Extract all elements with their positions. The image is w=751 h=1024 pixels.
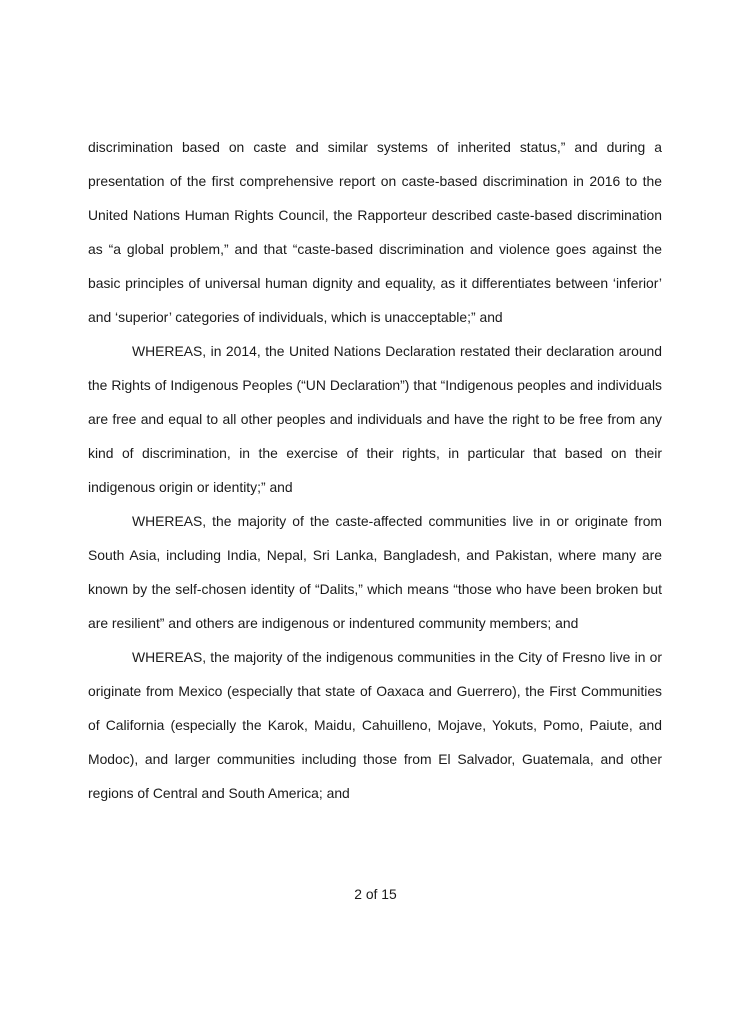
paragraph-caste-discrimination-report: discrimination based on caste and similar systems of inherited status,” and during a presentation of the first comprehensive report on caste-based discrimination in 2016 to the United Nations Human Rights Council, the Rapporteur described caste-based discrimination as “a global problem,” and that “caste-based discrimination and violence goes against the basic principles of universal human dignity and equality, as it differentiates between ‘inferior’ and ‘superior’ categories of individuals, which is unacceptable;” and [88,139,662,325]
paragraph-fresno-indigenous-communities: WHEREAS, the majority of the indigenous communities in the City of Fresno live in or originate from Mexico (especially that state of Oaxaca and Guerrero), the First Communities of California (especially the Karok, Maidu, Cahuilleno, Mojave, Yokuts, Pomo, Paiute, and Modoc), and larger communities including those from El Salvador, Guatemala, and other regions of Central and South America; and [88,649,662,801]
page-number: 2 of 15 [354,886,397,902]
paragraph-un-declaration: WHEREAS, in 2014, the United Nations Declaration restated their declaration around the Rights of Indigenous Peoples (“UN Declaration”) that “Indigenous peoples and individuals are free and equal to all other peoples and individuals and have the right to be free from any kind of discrimination, in the exercise of their rights, in particular that based on their indigenous origin or identity;” and [88,343,662,495]
document-body [88,130,662,810]
paragraph-south-asia-communities: WHEREAS, the majority of the caste-affected communities live in or originate from South Asia, including India, Nepal, Sri Lanka, Bangladesh, and Pakistan, where many are known by the self-chosen identity of “Dalits,” which means “those who have been broken but are resilient” and others are indigenous or indentured community members; and [88,513,662,631]
